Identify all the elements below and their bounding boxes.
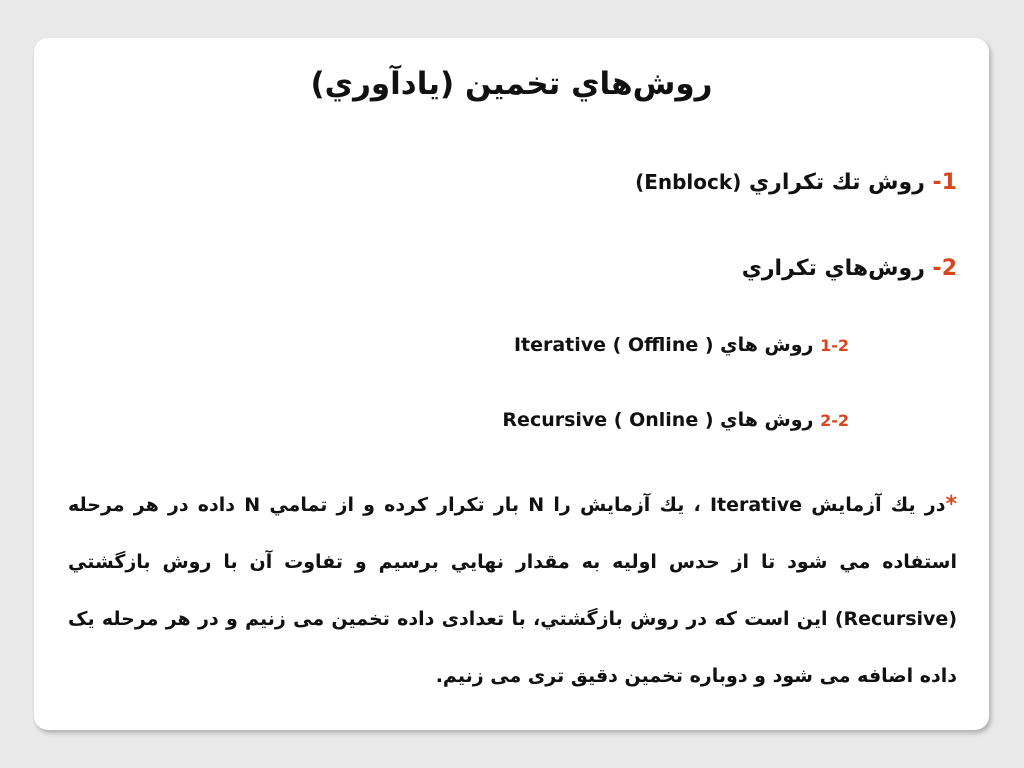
sub-item-text: روش هاي xyxy=(720,409,814,431)
list-item-enblock xyxy=(635,170,957,195)
slide xyxy=(34,38,989,730)
sub-item-number: 1-2 xyxy=(820,336,849,355)
bullet-star-icon: * xyxy=(945,492,957,517)
slide-title: روش‌هاي تخمين (يادآوري) xyxy=(310,66,713,102)
item-text: روش‌هاي تكراري xyxy=(741,256,925,281)
sub-item-latin: Iterative ( Offline ) xyxy=(513,334,714,356)
paragraph-text: در يك آزمايش Iterative ، يك آزمايش را N بار تكرار كرده و از تمامي N داده در هر مرحله استفاده مي شود تا از حدس اوليه به مقدار نهايي برسيم و تفاوت آن با روش بازگشتي (Recursive) اين است كه در روش بازگشتي، با تعدادی داده تخمين می زنيم و در هر مرحله يک داده اضافه می شود و دوباره تخمين دقيق تری می زنيم. xyxy=(68,494,957,687)
sub-item-text: روش هاي xyxy=(720,334,814,356)
sub-item-recursive xyxy=(502,409,849,431)
sub-item-iterative xyxy=(514,334,849,356)
sub-item-latin: Recursive ( Online ) xyxy=(502,409,714,431)
item-latin: (Enblock) xyxy=(635,170,742,194)
sub-item-number: 2-2 xyxy=(820,411,849,430)
item-text: روش تك تكراري xyxy=(749,170,925,195)
explanation-paragraph xyxy=(68,476,957,705)
list-item-iterative-methods xyxy=(742,256,957,281)
item-number: 2- xyxy=(932,256,957,281)
item-number: 1- xyxy=(932,170,957,195)
